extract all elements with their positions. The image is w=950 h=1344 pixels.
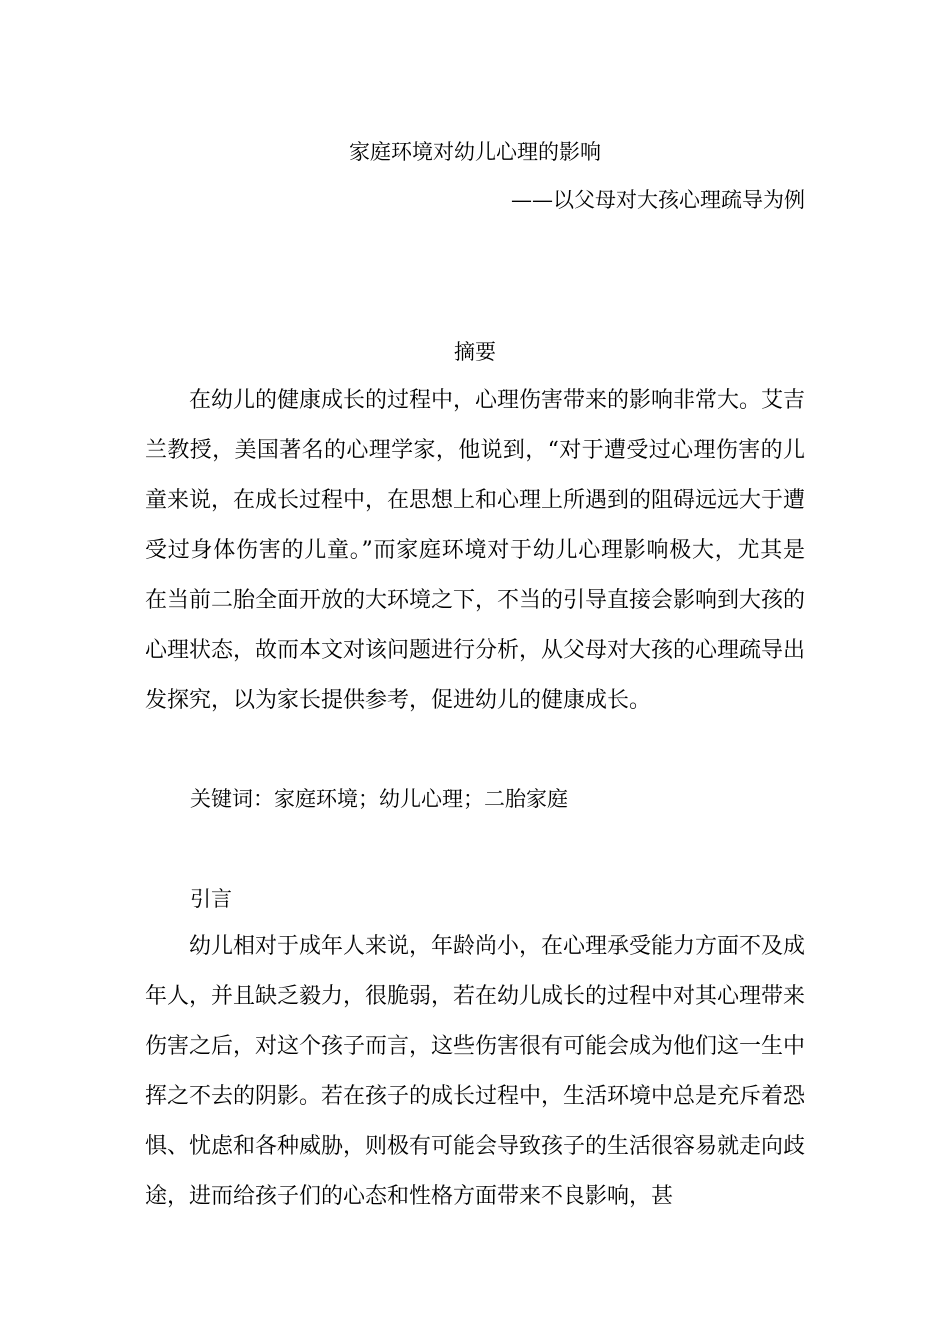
keywords-line: 关键词：家庭环境；幼儿心理；二胎家庭 [190, 787, 568, 811]
introduction-paragraph: 幼儿相对于成年人来说，年龄尚小，在心理承受能力方面不及成年人，并且缺乏毅力，很脆弱，若在幼儿成长的过程中对其心理带来伤害之后，对这个孩子而言，这些伤害很有可能会成为他们这一生中挥之不去的阴影。若在孩子的成长过程中，生活环境中总是充斥着恐惧、忧虑和各种威胁，则极有可能会导致孩子的生活很容易就走向歧途，进而给孩子们的心态和性格方面带来不良影响，甚 [145, 934, 806, 1209]
introduction-heading: 引言 [190, 887, 232, 911]
abstract-paragraph: 在幼儿的健康成长的过程中，心理伤害带来的影响非常大。艾吉兰教授，美国著名的心理学家，他说到，“对于遭受过心理伤害的儿童来说，在成长过程中，在思想上和心理上所遇到的阻碍远远大于遭受过身体伤害的儿童。”而家庭环境对于幼儿心理影响极大，尤其是在当前二胎全面开放的大环境之下，不当的引导直接会影响到大孩的心理状态，故而本文对该问题进行分析，从父母对大孩的心理疏导出发探究，以为家长提供参考，促进幼儿的健康成长。 [145, 388, 806, 713]
abstract-heading: 摘要 [454, 340, 496, 364]
page-subtitle: ——以父母对大孩心理疏导为例 [511, 188, 805, 212]
page-title: 家庭环境对幼儿心理的影响 [349, 140, 601, 164]
